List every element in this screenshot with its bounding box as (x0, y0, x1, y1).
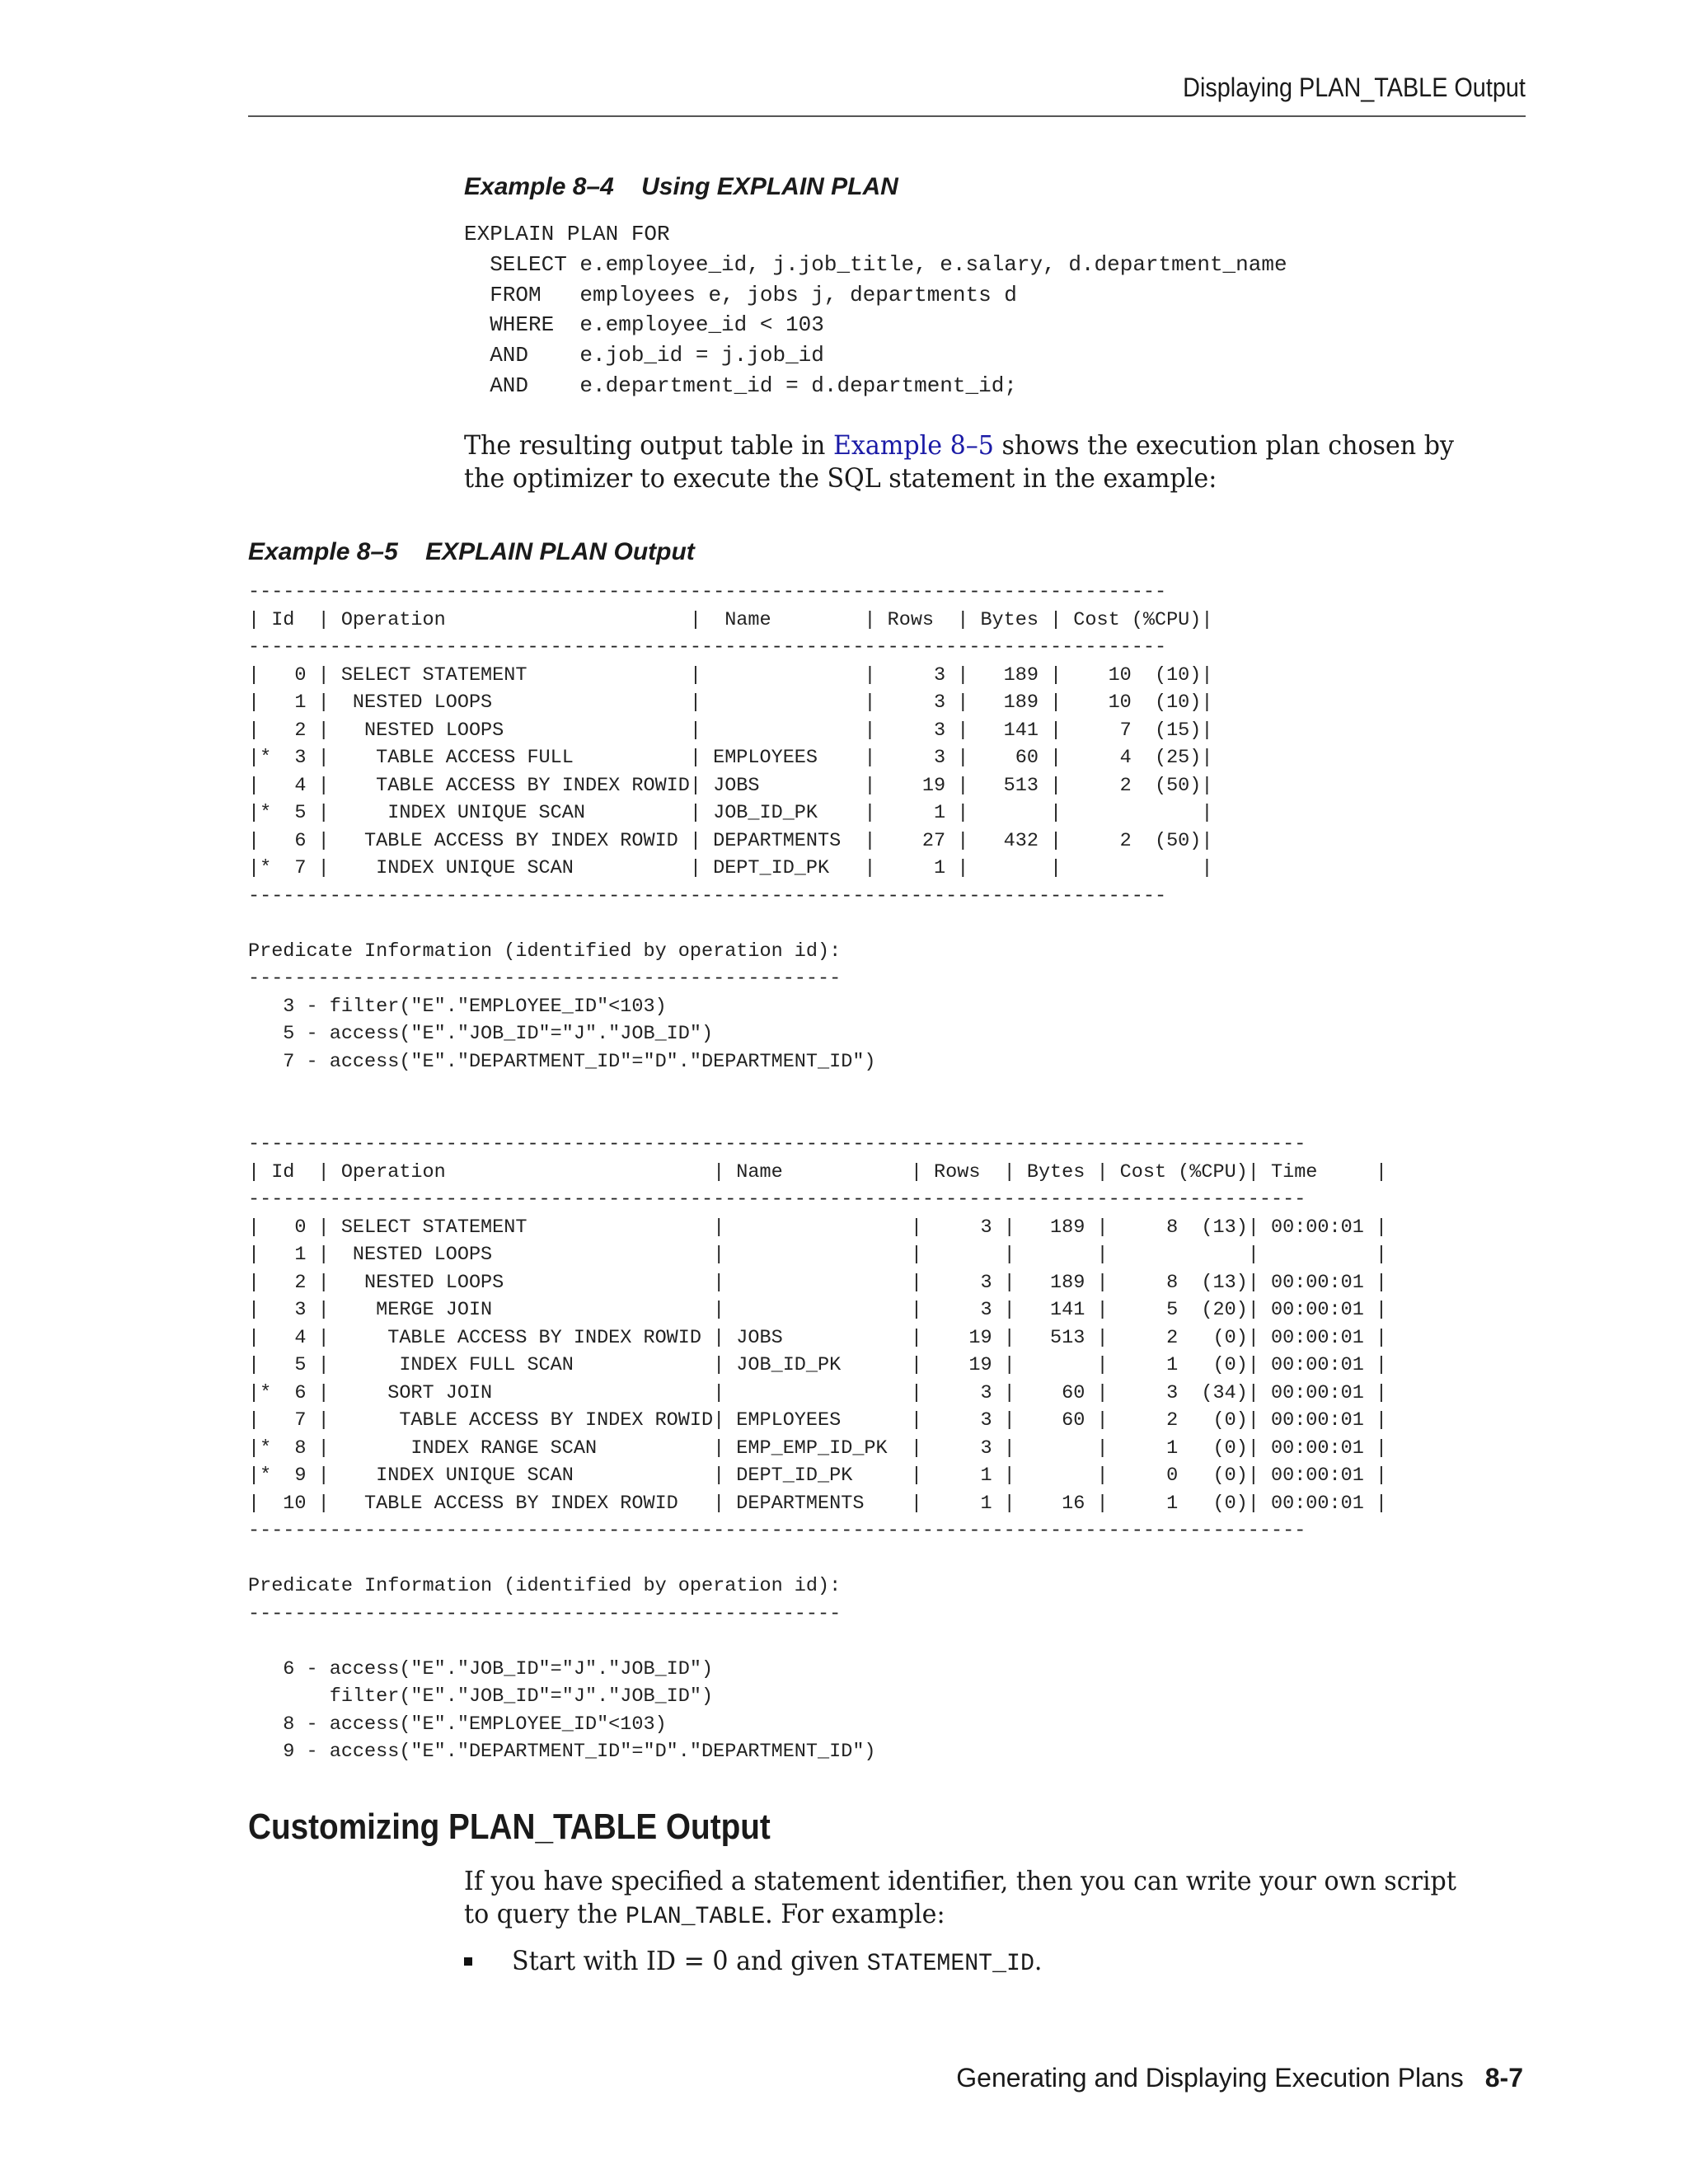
statement-id-code: STATEMENT_ID (866, 1950, 1034, 1978)
bullet-text-start: Start with ID = 0 and given (512, 1945, 867, 1976)
section-text-start: If you have specified a statement identifier, then you can write your own script to query the (464, 1865, 1456, 1929)
example-8-5-title: Example 8–5 EXPLAIN PLAN Output (248, 538, 695, 565)
page-number: 8-7 (1484, 2063, 1523, 2093)
section-heading: Customizing PLAN_TABLE Output (248, 1807, 771, 1847)
explain-plan-sql-code: EXPLAIN PLAN FOR SELECT e.employee_id, j.job_title, e.salary, d.department_name FROM employees e, jobs j, departments d WHERE e.employee_id < 103 AND e.job_id = j.job_id AND e.department_id = d.department_id; (464, 222, 1287, 398)
running-header: Displaying PLAN_TABLE Output (1183, 73, 1526, 102)
intro-text-end: shows the execution plan chosen by the optimizer to execute the SQL statement in the example: (464, 429, 1454, 494)
bullet-text-end: . (1034, 1945, 1043, 1976)
section-paragraph (464, 1864, 1464, 1933)
bullet-item (512, 1945, 1042, 1978)
plan-output-1: ------------------------------------------------------------------------------- | Id | Operation | Name | Rows | Bytes | Cost (%CPU)| ------------------------------------------------------------------------------- | 0 | SELECT STATEMENT | | 3 | 189 | 10 (10)| | 1 | NESTED LOOPS | | 3 | 189 | 10 (10)| | 2 | NESTED LOOPS | | 3 | 141 | 7 (15)| |* 3 | TABLE ACCESS FULL | EMPLOYEES | 3 | 60 | 4 (25)| | 4 | TABLE ACCESS BY INDEX ROWID| JOBS | 19 | 513 | 2 (50)| |* 5 | INDEX UNIQUE SCAN | JOB_ID_PK | 1 | | | | 6 | TABLE ACCESS BY INDEX ROWID | DEPARTMENTS | 27 | 432 | 2 (50)| |* 7 | INDEX UNIQUE SCAN | DEPT_ID_PK | 1 | | | ------------------------------------------------------------------------------- Predicate Information (identified by operation id): --------------------------------------------------- 3 - filter("E"."EMPLOYEE_ID"<103) 5 - access("E"."JOB_ID"="J"."JOB_ID") 7 - access("E"."DEPARTMENT_ID"="D"."DEPARTMENT_ID") (248, 581, 1213, 1073)
plan-table-code: PLAN_TABLE (625, 1903, 766, 1931)
plan-output-2: ------------------------------------------------------------------------------------------- | Id | Operation | Name | Rows | Bytes | Cost (%CPU)| Time | ------------------------------------------------------------------------------------------- | 0 | SELECT STATEMENT | | 3 | 189 | 8 (13)| 00:00:01 | | 1 | NESTED LOOPS | | | | | | | 2 | NESTED LOOPS | | 3 | 189 | 8 (13)| 00:00:01 | | 3 | MERGE JOIN | | 3 | 141 | 5 (20)| 00:00:01 | | 4 | TABLE ACCESS BY INDEX ROWID | JOBS | 19 | 513 | 2 (0)| 00:00:01 | | 5 | INDEX FULL SCAN | JOB_ID_PK | 19 | | 1 (0)| 00:00:01 | |* 6 | SORT JOIN | | 3 | 60 | 3 (34)| 00:00:01 | | 7 | TABLE ACCESS BY INDEX ROWID| EMPLOYEES | 3 | 60 | 2 (0)| 00:00:01 | |* 8 | INDEX RANGE SCAN | EMP_EMP_ID_PK | 3 | | 1 (0)| 00:00:01 | |* 9 | INDEX UNIQUE SCAN | DEPT_ID_PK | 1 | | 0 (0)| 00:00:01 | | 10 | TABLE ACCESS BY INDEX ROWID | DEPARTMENTS | 1 | 16 | 1 (0)| 00:00:01 | ------------------------------------------------------------------------------------------- Predicate Information (identified by operation id): --------------------------------------------------- 6 - access("E"."JOB_ID"="J"."JOB_ID") filter("E"."JOB_ID"="J"."JOB_ID") 8 - access("E"."EMPLOYEE_ID"<103) 9 - access("E"."DEPARTMENT_ID"="D"."DEPARTMENT_ID") (248, 1133, 1388, 1763)
page-footer (956, 2063, 1523, 2093)
intro-text-start: The resulting output table in (464, 429, 833, 461)
bullet-icon (464, 1957, 472, 1966)
footer-chapter-title: Generating and Displaying Execution Plans (956, 2063, 1464, 2093)
header-rule (248, 115, 1526, 117)
section-text-end: . For example: (765, 1898, 945, 1929)
intro-paragraph (464, 429, 1464, 494)
example-8-4-title: Example 8–4 Using EXPLAIN PLAN (464, 173, 898, 200)
example-8-5-link[interactable]: Example 8–5 (832, 429, 994, 461)
